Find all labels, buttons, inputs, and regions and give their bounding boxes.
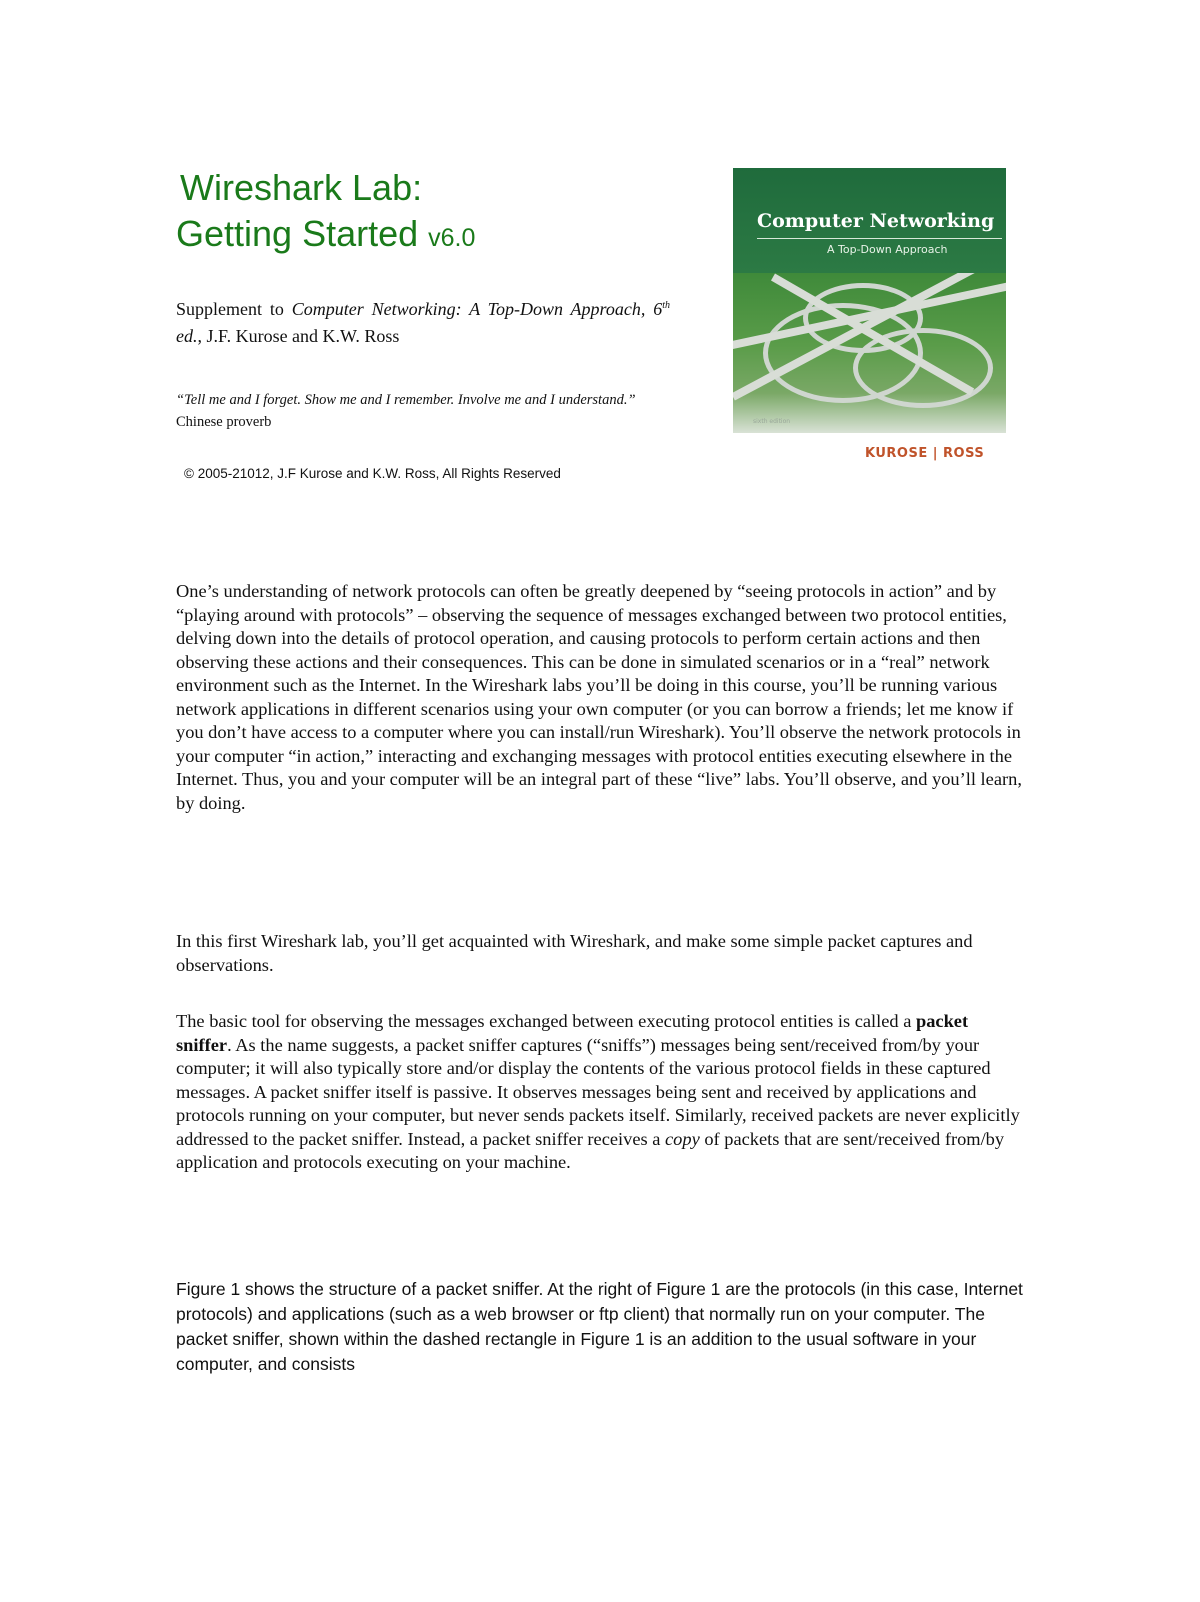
p3-text-c: of packets that are sent/received from/by application and protocols executing on your machine. xyxy=(176,1128,1005,1172)
edition-superscript: th xyxy=(662,300,670,311)
p3-text-b: . As the name suggests, a packet sniffer captures (“sniffs”) messages being sent/received from/by your computer; it will also typically store and/or display the contents of the various protocol fields in these captured messages. A packet sniffer itself is passive. It observes messages being sent and received by applications and protocols running on your computer, but never sends packets itself. Similarly, received packets are never explicitly addressed to the packet sniffer. Instead, a packet sniffer receives a xyxy=(176,1034,1020,1149)
quote-text: “Tell me and I forget. Show me and I remember. Involve me and I understand.” xyxy=(176,392,636,408)
supplement-prefix: Supplement to xyxy=(176,299,292,319)
cover-title: Computer Networking xyxy=(757,210,995,232)
p3-text-a: The basic tool for observing the messages exchanged between executing protocol entities is called a xyxy=(176,1011,916,1031)
title-line-2 xyxy=(176,211,475,261)
cover-header xyxy=(733,168,1006,273)
version-label: v6.0 xyxy=(428,224,476,252)
copyright-notice: © 2005-21012, J.F Kurose and K.W. Ross, All Rights Reserved xyxy=(184,466,561,481)
cover-rule xyxy=(757,238,1002,239)
paragraph-figure-1: Figure 1 shows the structure of a packet sniffer. At the right of Figure 1 are the protocols (in this case, Internet protocols) and applications (such as a web browser or ftp client) that normally run on your computer. The packet sniffer, shown within the dashed rectangle in Figure 1 is an addition to the usual software in your computer, and consists xyxy=(176,1279,1023,1374)
packet-sniffer-term: packet sniffer xyxy=(176,1011,969,1055)
supplement-text xyxy=(176,292,670,350)
supplement-authors: , J.F. Kurose and K.W. Ross xyxy=(197,326,400,346)
title-main: Getting Started xyxy=(176,213,419,254)
highway-interchange-photo xyxy=(733,273,1006,433)
book-title: Computer Networking: A Top-Down Approach, 6 xyxy=(291,299,663,319)
paragraph-intro: One’s understanding of network protocols can often be greatly deepened by “seeing protocols in action” and by “playing around with protocols” – observing the sequence of messages exchanged between two protocol entities, delving down into the details of protocol operation, and causing protocols to perform certain actions and then observing these actions and their consequences. This can be done in simulated scenarios or in a “real” network environment such as the Internet. In the Wireshark labs you’ll be doing in this course, you’ll be running various network applications in different scenarios using your own computer (or you can borrow a friends; let me know if you don’t have access to a computer where you can install/run Wireshark). You’ll observe the network protocols in your computer “in action,” interacting and exchanging messages with protocol entities executing elsewhere in the Internet. Thus, you and your computer will be an integral part of these “live” labs. You’ll observe, and you’ll learn, by doing. xyxy=(176,581,1022,813)
cover-authors: KUROSE | ROSS xyxy=(865,446,985,461)
paragraph-packet-sniffer xyxy=(176,1010,1026,1175)
book-cover-image xyxy=(733,168,1006,472)
proverb-quote xyxy=(176,389,646,433)
lab-title xyxy=(176,165,475,261)
cover-subtitle: A Top-Down Approach xyxy=(827,243,948,256)
paragraph-first-lab: In this first Wireshark lab, you’ll get acquainted with Wireshark, and make some simple packet captures and observations. xyxy=(176,931,973,975)
edition-suffix: ed. xyxy=(176,326,198,346)
quote-attribution: Chinese proverb xyxy=(176,414,272,430)
title-line-1: Wireshark Lab: xyxy=(180,167,423,208)
cover-edition-note: sixth edition xyxy=(753,418,791,425)
copy-term: copy xyxy=(665,1128,700,1149)
